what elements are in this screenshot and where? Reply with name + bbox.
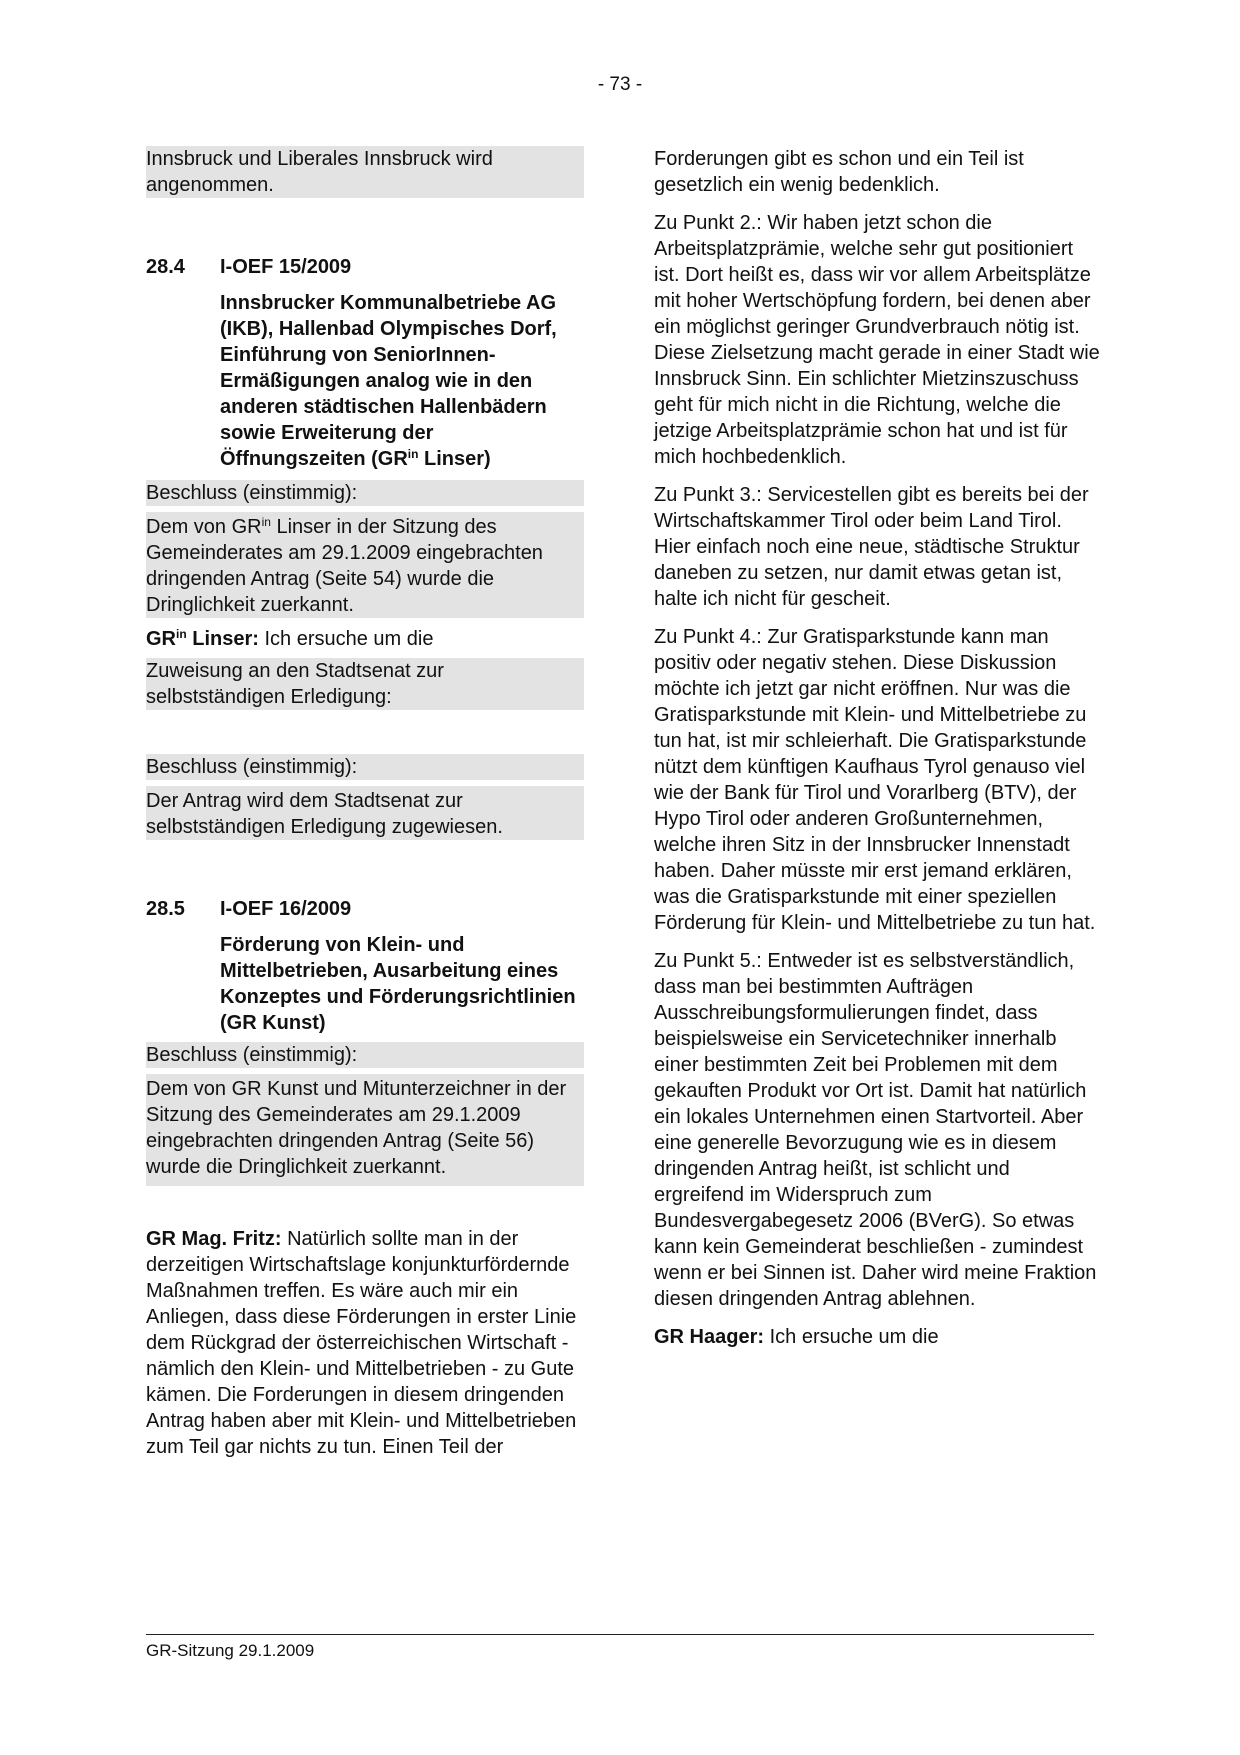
paragraph: Forderungen gibt es schon und ein Teil ist gesetzlich ein wenig bedenklich.: [654, 148, 1024, 196]
item-28-4-title: Innsbrucker Kommunalbetriebe AG (IKB), Hallenbad Olympisches Dorf, Einführung von SeniorInnen-Ermäßigungen analog wie in den anderen städtischen Hallenbädern sowie Erweiterung der Öffnungszeiten ($GR^{in}$ Linser): [220, 292, 557, 470]
paragraph-punkt-2: Zu Punkt 2.: Wir haben jetzt schon die Arbeitsplatzprämie, welche sehr gut positioniert ist. Dort heißt es, dass wir vor allem Arbeitsplätze mit hoher Wertschöpfung fordern, bei denen aber ein möglichst geringer Grundverbrauch nötig ist. Diese Zielsetzung macht gerade in einer Stadt wie Innsbruck Sinn. Ein schlichter Mietzinszuschuss geht für mich nicht in die Richtung, welche die jetzige Arbeitsplatzprämie schon hat und ist für mich hochbedenklich.: [654, 212, 1100, 468]
speaker-paragraph: $GR^{in}$ Linser: Ich ersuche um die: [146, 627, 434, 650]
paragraph-punkt-4: Zu Punkt 4.: Zur Gratisparkstunde kann man positiv oder negativ stehen. Diese Diskussion möchte ich jetzt gar nicht eröffnen. Nur was die Gratisparkstunde mit Klein- und Mittelbetriebe zu tun hat, ist mir schleierhaft. Die Gratisparkstunde nützt dem künftigen Kaufhaus Tyrol genauso viel wie der Bank für Tirol und Vorarlberg (BTV), der Hypo Tirol oder anderen Großunternehmen, welche ihren Sitz in der Innsbrucker Innenstadt haben. Daher müsste mir erst jemand erklären, was die Gratisparkstunde mit einer speziellen Förderung für Klein- und Mittelbetriebe zu tun hat.: [654, 626, 1096, 934]
speech-paragraph: GR Mag. Fritz: Natürlich sollte man in der derzeitigen Wirtschaftslage konjunkturfördernde Maßnahmen treffen. Es wäre auch mir ein Anliegen, dass diese Förderungen in erster Linie dem Rückgrad der österreichischen Wirtschaft - nämlich den Klein- und Mittelbetrieben - zu Gute kämen. Die Forderungen in diesem dringenden Antrag haben aber mit Klein- und Mittelbetrieben zum Teil gar nichts zu tun. Einen Teil der: [146, 1228, 577, 1458]
item-28-4-heading: [146, 254, 584, 280]
dringlichkeit-paragraph: Dem von $GR^{in}$ Linser in der Sitzung des Gemeinderates am 29.1.2009 eingebrachten dringenden Antrag (Seite 54) wurde die Dringlichkeit zuerkannt.: [146, 512, 584, 618]
item-code: I-OEF 15/2009: [220, 256, 352, 278]
intro-paragraph: Innsbruck und Liberales Innsbruck wird angenommen.: [146, 146, 584, 198]
paragraph-punkt-5: Zu Punkt 5.: Entweder ist es selbstverständlich, dass man bei bestimmten Aufträgen Ausschreibungsformulierungen findet, dass beispielsweise ein Servicetechniker innerhalb einer bestimmten Zeit bei Problemen mit dem gekauften Produkt vor Ort ist. Damit hat natürlich ein lokales Unternehmen einen Startvorteil. Aber eine generelle Bevorzugung wie es in diesem dringenden Antrag heißt, ist schlicht und ergreifend im Widerspruch zum Bundesvergabegesetz 2006 (BVerG). So etwas kann kein Gemeinderat beschließen - zumindest wenn er bei Sinnen ist. Daher wird meine Fraktion diesen dringenden Antrag ablehnen.: [654, 950, 1097, 1310]
page-footer: GR-Sitzung 29.1.2009: [146, 1634, 1094, 1661]
speech-paragraph: GR Haager: Ich ersuche um die: [654, 1326, 939, 1348]
right-column: [654, 146, 1100, 1350]
antrag-paragraph: Der Antrag wird dem Stadtsenat zur selbstständigen Erledigung zugewiesen.: [146, 786, 584, 840]
beschluss-label: Beschluss (einstimmig):: [146, 1042, 584, 1068]
item-number: 28.5: [146, 898, 185, 920]
paragraph-punkt-3: Zu Punkt 3.: Servicestellen gibt es bereits bei der Wirtschaftskammer Tirol oder beim Land Tirol. Hier einfach noch eine neue, städtische Struktur daneben zu setzen, nur damit etwas getan ist, halte ich nicht für gescheit.: [654, 484, 1089, 610]
zuweisung-paragraph: Zuweisung an den Stadtsenat zur selbstständigen Erledigung:: [146, 658, 584, 710]
speaker-name: GR Mag. Fritz:: [146, 1228, 282, 1250]
page-number: - 73 -: [597, 74, 643, 95]
speaker-name: $GR^{in}$ Linser:: [146, 627, 259, 650]
left-column: [146, 146, 584, 1460]
speaker-name: GR Haager:: [654, 1326, 765, 1348]
item-28-5-heading: [146, 896, 584, 922]
item-code: I-OEF 16/2009: [220, 898, 352, 920]
beschluss-label: Beschluss (einstimmig):: [146, 754, 584, 780]
beschluss-label: Beschluss (einstimmig):: [146, 480, 584, 506]
dringlichkeit-paragraph: Dem von GR Kunst und Mitunterzeichner in der Sitzung des Gemeinderates am 29.1.2009 eingebrachten dringenden Antrag (Seite 56) wurde die Dringlichkeit zuerkannt.: [146, 1074, 584, 1186]
item-28-5-title: Förderung von Klein- und Mittelbetrieben, Ausarbeitung eines Konzeptes und Förderungsrichtlinien (GR Kunst): [220, 934, 576, 1034]
item-number: 28.4: [146, 256, 185, 278]
